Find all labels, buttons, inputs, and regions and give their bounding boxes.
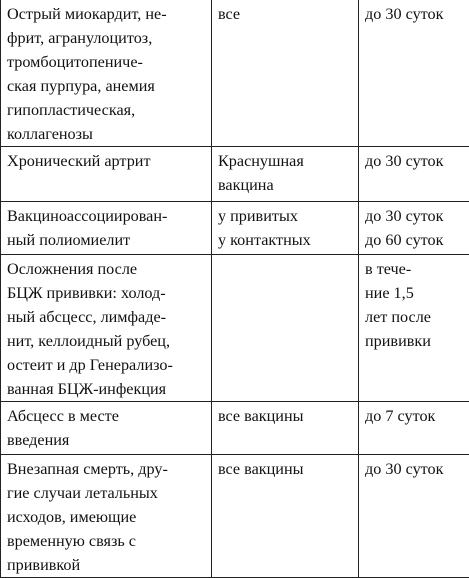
condition-cell bbox=[1, 255, 212, 402]
cell-text-line: тромбоцитопениче- bbox=[7, 50, 208, 74]
cell-text-line: у контактных bbox=[218, 228, 355, 252]
cell-text-line: до 60 суток bbox=[365, 228, 466, 252]
cell-text-line: Краснушная bbox=[218, 149, 355, 173]
vaccine-cell bbox=[212, 147, 359, 202]
table-row bbox=[1, 0, 469, 147]
cell-text-line: нит, келлоидный рубец, bbox=[7, 329, 208, 353]
cell-text-line: Абсцесс в месте bbox=[7, 404, 208, 428]
cell-text-line: коллагенозы bbox=[7, 122, 208, 146]
period-cell bbox=[359, 0, 469, 147]
cell-text-line: лет после bbox=[365, 305, 466, 329]
table-row bbox=[1, 402, 469, 455]
cell-text-line: введения bbox=[7, 428, 208, 452]
cell-text-line: все вакцины bbox=[218, 457, 355, 481]
condition-cell bbox=[1, 0, 212, 147]
period-cell bbox=[359, 147, 469, 202]
cell-text-line: прививки bbox=[365, 329, 466, 353]
cell-text-line: Хронический артрит bbox=[7, 149, 208, 173]
cell-text-line: у привитых bbox=[218, 204, 355, 228]
period-cell bbox=[359, 455, 469, 578]
table-row bbox=[1, 147, 469, 202]
cell-text-line: остеит и др Генерализо- bbox=[7, 353, 208, 377]
cell-text-line: все bbox=[218, 2, 355, 26]
condition-cell bbox=[1, 147, 212, 202]
cell-text-line: Вакциноассоциирован- bbox=[7, 204, 208, 228]
vaccine-cell bbox=[212, 402, 359, 455]
period-cell bbox=[359, 202, 469, 255]
cell-text-line: до 30 суток bbox=[365, 2, 466, 26]
cell-text-line: фрит, агранулоцитоз, bbox=[7, 26, 208, 50]
table-row bbox=[1, 255, 469, 402]
cell-text-line: ние 1,5 bbox=[365, 281, 466, 305]
cell-text-line: БЦЖ прививки: холод- bbox=[7, 281, 208, 305]
cell-text-line: вакцина bbox=[218, 173, 355, 197]
period-cell bbox=[359, 402, 469, 455]
table-row bbox=[1, 455, 469, 578]
cell-text-line: до 30 суток bbox=[365, 149, 466, 173]
vaccine-cell bbox=[212, 202, 359, 255]
condition-cell bbox=[1, 402, 212, 455]
cell-text-line: до 30 суток bbox=[365, 457, 466, 481]
cell-text-line: ская пурпура, анемия bbox=[7, 74, 208, 98]
cell-text-line: Внезапная смерть, дру- bbox=[7, 457, 208, 481]
cell-text-line: Острый миокардит, не- bbox=[7, 2, 208, 26]
cell-text-line: гие случаи летальных bbox=[7, 481, 208, 505]
vaccine-cell bbox=[212, 0, 359, 147]
table-row bbox=[1, 202, 469, 255]
cell-text-line: временную связь с bbox=[7, 529, 208, 553]
cell-text-line: ванная БЦЖ-инфекция bbox=[7, 377, 208, 401]
cell-text-line: до 30 суток bbox=[365, 204, 466, 228]
cell-text-line: прививкой bbox=[7, 553, 208, 577]
vaccine-cell bbox=[212, 455, 359, 578]
cell-text-line: до 7 суток bbox=[365, 404, 466, 428]
cell-text-line: все вакцины bbox=[218, 404, 355, 428]
condition-cell bbox=[1, 455, 212, 578]
cell-text-line: Осложнения после bbox=[7, 257, 208, 281]
condition-cell bbox=[1, 202, 212, 255]
cell-text-line: ный абсцесс, лимфаде- bbox=[7, 305, 208, 329]
period-cell bbox=[359, 255, 469, 402]
table-body bbox=[1, 0, 469, 578]
cell-text-line: исходов, имеющие bbox=[7, 505, 208, 529]
vaccine-cell bbox=[212, 255, 359, 402]
cell-text-line: гипопластическая, bbox=[7, 98, 208, 122]
cell-text-line: ный полиомиелит bbox=[7, 228, 208, 252]
cell-text-line: в тече- bbox=[365, 257, 466, 281]
